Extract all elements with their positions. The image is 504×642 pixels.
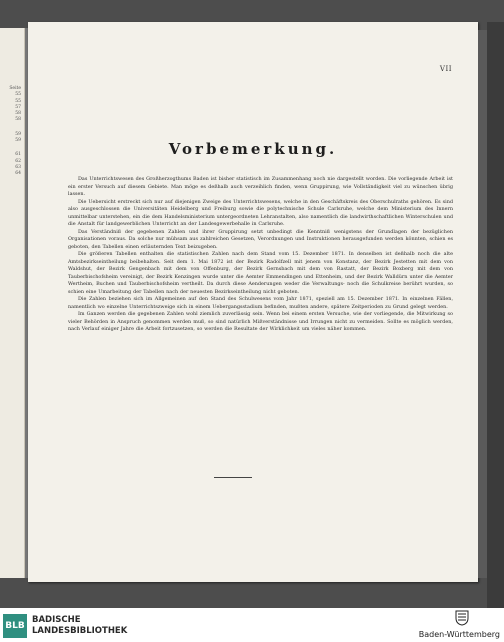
library-name-line1: BADISCHE xyxy=(32,615,81,625)
footer-bar xyxy=(0,608,504,642)
index-number: 64 xyxy=(15,171,21,177)
page-number: VII xyxy=(439,65,452,73)
paragraph: Die Uebersicht erstreckt sich nur auf diejenigen Zweige des Unterrichtswesens, welche in den Geschäftskreis des Oberschulraths gehören. Es sind also ausgeschlossen die Universitäten Heidelberg und Freiburg sowie die polytechnische Schule Carlsruhe, welche dem Ministerium des Innern unmittelbar unterstehen, ein die dem Handelsministerium untergeordneten Lehranstalten, also namentlich die landwirthschaftlichen Winterschulen und die Anstalt für landgewerblichen Unterricht an der Landesgewerbehalle in Carlsruhe. xyxy=(68,198,453,227)
index-number: 59 xyxy=(15,138,21,144)
paragraph: Das Unterrichtswesen des Großherzogthums Baden ist bisher statistisch im Zusammenhang noch nie dargestellt worden. Die vorliegende Arbeit ist ein erster Versuch auf diesem Gebiete. Man möge es deßhalb auch verzeihlich finden, wenn Gruppirung, wie Vollständigkeit viel zu wünschen übrig lassen. xyxy=(68,176,453,197)
blb-logo[interactable]: BLB xyxy=(3,614,27,638)
index-number: 63 xyxy=(15,164,21,170)
index-number: 62 xyxy=(15,158,21,164)
coat-of-arms-icon xyxy=(455,610,469,626)
paragraph: Die größeren Tabellen enthalten die statistischen Zahlen nach dem Stand vom 15. Dezember 1871. In denselben ist deßhalb noch die alte Amtsbezirkseintheilung beibehalten. Seit dem 1. Mai 1872 ist der Bezirk Radolfzell mit jenem von Konstanz, der Bezirk Jestetten mit dem von Waldshut, der Bezirk Gengenbach mit dem von Offenburg, der Bezirk Gernsbach mit dem von Rastatt, der Bezirk Boxberg mit dem von Tauberbischofsheim vereinigt, der Bezirk Kenzingen wurde unter die Aemter Emmendingen und Ettenheim, und der Bezirk Walldürn unter die Aemter Wertheim, Buchen und Tauberbischofsheim vertheilt. Da durch diese Aenderungen weder die Verwaltungs- noch die Schulkreise berührt wurden, so schien eine Umarbeitung der Tabellen nach der neuesten Bezirkseintheilung nicht geboten. xyxy=(68,251,453,295)
index-number: 61 xyxy=(15,152,21,158)
index-number: 58 xyxy=(15,111,21,117)
page-title: Vorbemerkung. xyxy=(168,140,338,158)
previous-page-edge xyxy=(0,28,25,578)
viewer-margin xyxy=(487,22,504,608)
paragraph: Die Zahlen beziehen sich im Allgemeinen auf den Stand des Schulwesens vom Jahr 1871, speziell am 15. Dezember 1871. In einzelnen Fällen, namentlich wo einzelne Unterrichtszweige sich in einem Uebergangsstadium befinden, mußten andere, spätere Zeitperioden zu Grund gelegt werden. xyxy=(68,296,453,310)
document-page xyxy=(28,22,478,582)
paragraph: Im Ganzen werden die gegebenen Zahlen wohl ziemlich zuverlässig sein. Wenn bei einem ersten Versuche, wie der vorliegende, die Mitwirkung so vieler Behörden in Anspruch genommen werden muß, so sind natürlich Mißverständnisse und Irrungen nicht zu vermeiden. Sollte es möglich werden, nach Verlauf einiger Jahre die Arbeit fortzusetzen, so werden die Resultate der Wirklichkeit um vieles näher kommen. xyxy=(68,311,453,332)
index-number: 59 xyxy=(15,131,21,137)
index-number: 58 xyxy=(15,117,21,123)
region-label: Baden-Württemberg xyxy=(418,630,500,639)
page-stack-edge xyxy=(478,30,487,578)
library-name-line2: LANDESBIBLIOTHEK xyxy=(32,625,128,636)
body-text xyxy=(68,176,453,334)
closing-rule xyxy=(214,477,252,478)
index-number: 55 xyxy=(15,92,21,98)
page-index-column xyxy=(9,86,21,178)
index-number: 57 xyxy=(15,104,21,110)
index-number: 55 xyxy=(15,98,21,104)
paragraph: Das Verständniß der gegebenen Zahlen und ihrer Gruppirung setzt unbedingt die Kenntniß wenigstens der Grundlagen der bezüglichen Organisationen voraus. Da solche nur mühsam aus zahlreichen Gesetzen, Verordnungen und Instruktionen herausgefunden werden könnten, schien es geboten, den Tabellen einen erläuternden Text beizugeben. xyxy=(68,228,453,250)
library-name[interactable] xyxy=(32,615,127,636)
index-header: Seite xyxy=(9,86,21,91)
